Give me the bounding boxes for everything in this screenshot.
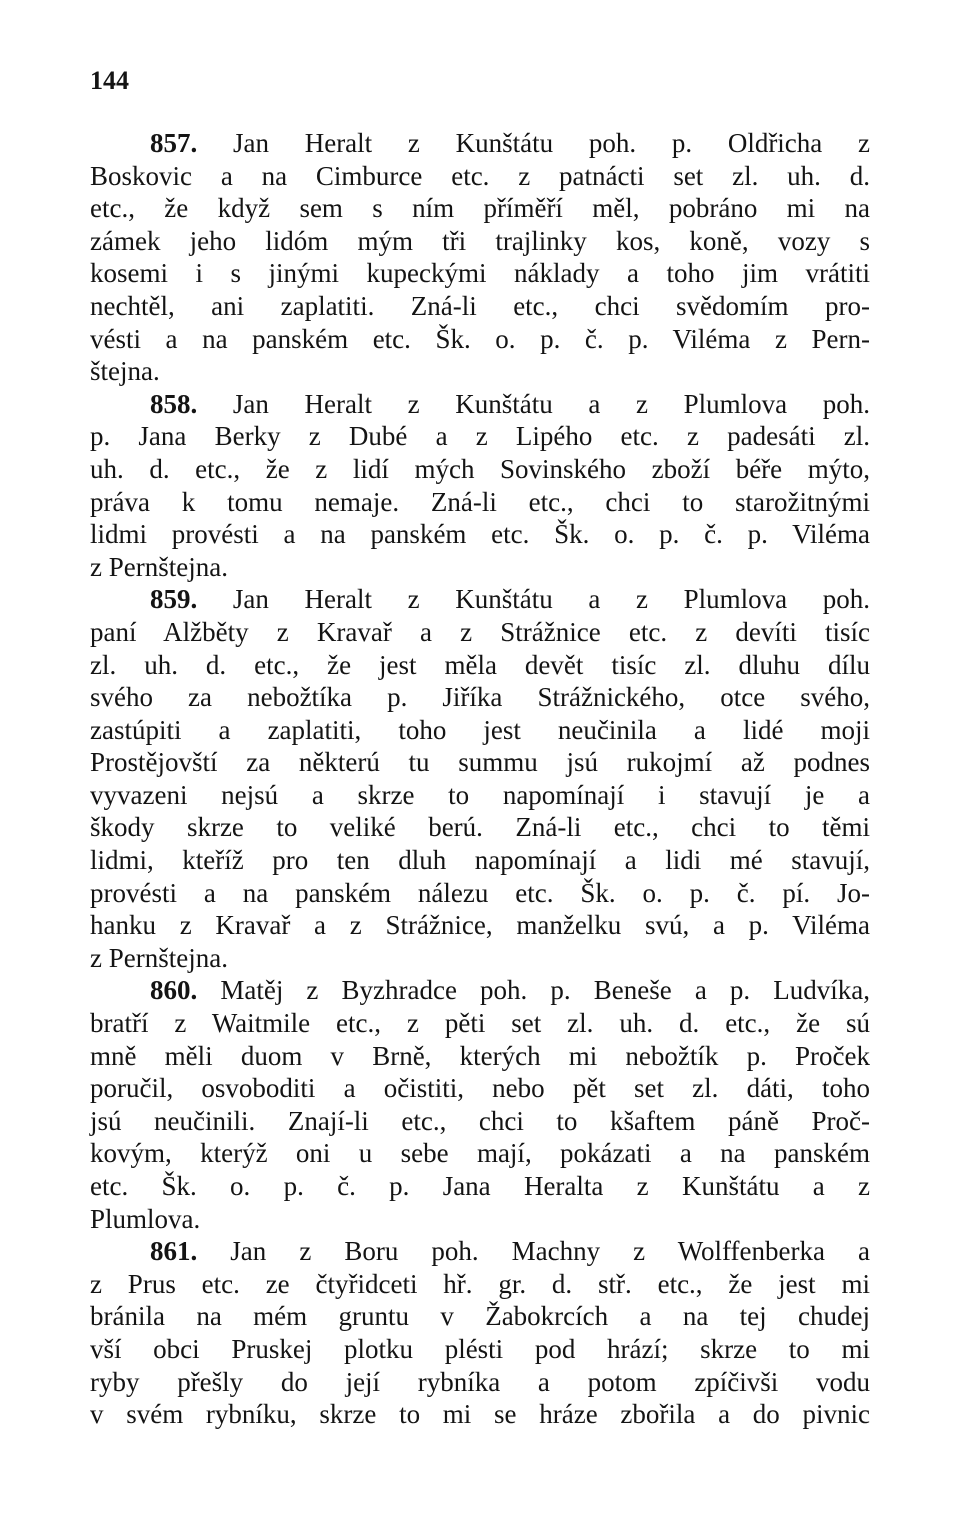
line-text: škody skrze to veliké berú. Zná-li etc., chci to těmi (90, 812, 870, 843)
text-line (90, 681, 870, 714)
text-line (90, 811, 870, 844)
line-text: lidmi provésti a na panském etc. Šk. o. p. č. p. Viléma (90, 519, 870, 550)
text-line (90, 257, 870, 290)
entry-number: 861. (150, 1236, 198, 1267)
text-line (90, 1333, 870, 1366)
line-text: jsú neučinili. Znají-li etc., chci to kšaftem páně Proč- (90, 1105, 870, 1136)
line-text: vésti a na panském etc. Šk. o. p. č. p. Viléma z Pern- (90, 323, 870, 354)
text-line (90, 160, 870, 193)
line-text: Jan Heralt z Kunštátu poh. p. Oldřicha z (197, 128, 870, 158)
line-text: Prostějovští za některú tu summu jsú rukojmí až podnes (90, 747, 870, 778)
text-line (90, 225, 870, 258)
text-line (90, 714, 870, 747)
text-line (90, 388, 870, 421)
line-text: bránila na mém gruntu v Žabokrcích a na tej chudej (90, 1301, 870, 1332)
entry-number: 858. (150, 388, 198, 419)
entry-number: 860. (150, 975, 198, 1006)
text-line (90, 909, 870, 942)
line-text: Plumlova. (90, 1203, 201, 1234)
line-text: práva k tomu nemaje. Zná-li etc., chci to starožitnými (90, 486, 870, 517)
text-line (90, 1268, 870, 1301)
text-line (90, 974, 870, 1007)
text-line (90, 616, 870, 649)
text-line (90, 942, 870, 975)
line-text: z Prus etc. ze čtyřidceti hř. gr. d. stř. etc., že jest mi (90, 1268, 870, 1299)
line-text: zastúpiti a zaplatiti, toho jest neučinila a lidé moji (90, 714, 870, 745)
line-text: Jan z Boru poh. Machny z Wolffenberka a (197, 1236, 870, 1267)
text-line (90, 1007, 870, 1040)
page-number: 144 (90, 66, 129, 95)
text-line (90, 877, 870, 910)
text-line (90, 290, 870, 323)
line-text: kovým, kterýž oni u sebe mají, pokázati a na panském (90, 1138, 870, 1169)
line-text: lidmi, kteříž pro ten dluh napomínají a lidi mé stavují, (90, 845, 870, 876)
line-text: vší obci Pruskej plotku plésti pod hrází; skrze to mi (90, 1333, 870, 1364)
line-text: provésti a na panském nálezu etc. Šk. o. p. č. pí. Jo- (90, 877, 870, 908)
line-text: kosemi i s jinými kupeckými náklady a toho jim vrátiti (90, 258, 870, 289)
line-text: hanku z Kravař a z Strážnice, manželku svú, a p. Viléma (90, 910, 870, 941)
text-line (90, 1105, 870, 1138)
line-text: etc. Šk. o. p. č. p. Jana Heralta z Kunštátu a z (90, 1171, 870, 1201)
text-line (90, 518, 870, 551)
line-text: poručil, osvoboditi a očistiti, nebo pět set zl. dáti, toho (90, 1073, 870, 1104)
document-text (90, 127, 870, 1431)
line-text: mně měli duom v Brně, kterých mi nebožtík p. Proček (90, 1040, 870, 1071)
line-text: vyvazeni nejsú a skrze to napomínají i stavují je a (90, 779, 870, 810)
text-line (90, 746, 870, 779)
line-text: p. Jana Berky z Dubé a z Lipého etc. z padesáti zl. (90, 421, 870, 452)
line-text: uh. d. etc., že z lidí mých Sovinského zboží béře mýto, (90, 453, 870, 484)
line-text: Jan Heralt z Kunštátu a z Plumlova poh. (197, 388, 870, 419)
entry-number: 857. (150, 128, 198, 158)
line-text: zl. uh. d. etc., že jest měla devět tisíc zl. dluhu dílu (90, 649, 870, 680)
text-line (90, 486, 870, 519)
text-line (90, 551, 870, 584)
line-text: svého za nebožtíka p. Jiříka Strážnického, otce svého, (90, 682, 870, 713)
text-line (90, 192, 870, 225)
text-line (90, 453, 870, 486)
text-line (90, 323, 870, 356)
text-line (90, 1398, 870, 1431)
text-line (90, 355, 870, 388)
text-line (90, 649, 870, 682)
line-text: štejna. (90, 356, 160, 387)
text-line (90, 420, 870, 453)
line-text: zámek jeho lidóm mým tři trajlinky kos, koně, vozy s (90, 225, 870, 256)
text-line (90, 127, 870, 160)
line-text: z Pernštejna. (90, 551, 228, 582)
line-text: nechtěl, ani zaplatiti. Zná-li etc., chci svědomím pro- (90, 290, 870, 321)
line-text: Matěj z Byzhradce poh. p. Beneše a p. Ludvíka, (197, 975, 870, 1006)
text-line (90, 1040, 870, 1073)
text-line (90, 1170, 870, 1203)
text-line (90, 1203, 870, 1236)
line-text: ryby přešly do její rybníka a potom zpíčivši vodu (90, 1366, 870, 1397)
line-text: paní Alžběty z Kravař a z Strážnice etc. z devíti tisíc (90, 616, 870, 647)
line-text: v svém rybníku, skrze to mi se hráze zbořila a do pivnic (90, 1399, 870, 1430)
text-line (90, 1366, 870, 1399)
line-text: etc., že když sem s ním příměří měl, pobráno mi na (90, 193, 870, 224)
text-line (90, 844, 870, 877)
text-line (90, 1137, 870, 1170)
entry-number: 859. (150, 584, 198, 615)
line-text: bratří z Waitmile etc., z pěti set zl. uh. d. etc., že sú (90, 1008, 870, 1039)
line-text: Boskovic a na Cimburce etc. z patnácti set zl. uh. d. (90, 160, 870, 191)
text-line (90, 583, 870, 616)
text-line (90, 1235, 870, 1268)
text-line (90, 1072, 870, 1105)
text-line (90, 1300, 870, 1333)
line-text: z Pernštejna. (90, 942, 228, 973)
text-line (90, 779, 870, 812)
line-text: Jan Heralt z Kunštátu a z Plumlova poh. (197, 584, 870, 615)
